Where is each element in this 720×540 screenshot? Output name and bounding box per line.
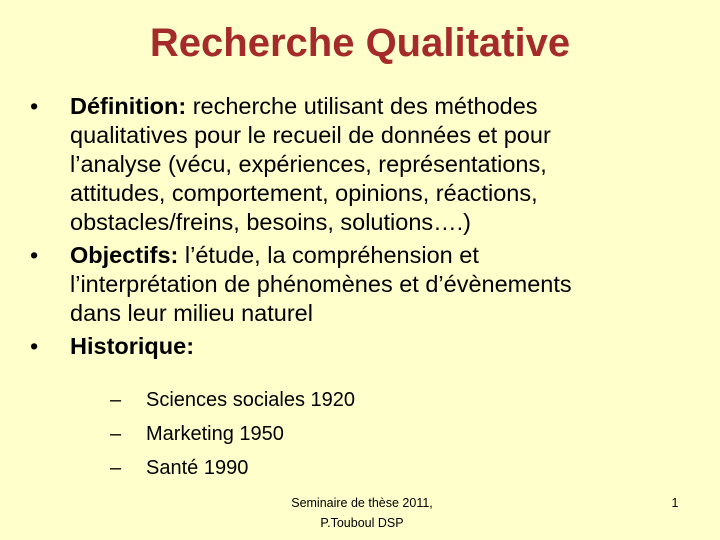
bullet-text: l’étude, la compréhension et xyxy=(178,242,479,268)
bullet-text: dans leur milieu naturel xyxy=(70,300,313,326)
slide-footer xyxy=(262,493,462,533)
bullet-text: obstacles/freins, besoins, solutions….) xyxy=(70,209,471,235)
bullet-marker: • xyxy=(30,93,39,119)
sub-item xyxy=(110,417,710,451)
bullet-text: l’analyse (vécu, expériences, représentations, xyxy=(70,151,547,177)
sub-item-text: Santé 1990 xyxy=(146,457,249,479)
bullet-label: Objectifs: xyxy=(70,242,179,268)
bullet-label: Historique: xyxy=(70,333,195,359)
sub-item-text: Marketing 1950 xyxy=(146,423,284,445)
dash-marker: – xyxy=(110,389,122,411)
footer-line1: Seminaire de thèse 2011, xyxy=(291,496,433,510)
bullet-marker: • xyxy=(30,242,39,268)
bullet-objectifs xyxy=(30,241,710,328)
footer-line2: P.Touboul DSP xyxy=(320,516,404,530)
bullet-list xyxy=(30,92,710,485)
bullet-text: l’interprétation de phénomènes et d’évènements xyxy=(70,271,572,297)
sub-item xyxy=(110,451,710,485)
bullet-marker: • xyxy=(30,333,39,359)
dash-marker: – xyxy=(110,423,122,445)
bullet-label: Définition: xyxy=(70,93,187,119)
bullet-historique xyxy=(30,332,710,485)
bullet-text: attitudes, comportement, opinions, réactions, xyxy=(70,180,538,206)
sub-item-text: Sciences sociales 1920 xyxy=(146,389,356,411)
slide-title: Recherche Qualitative xyxy=(149,21,571,65)
bullet-text: recherche utilisant des méthodes xyxy=(186,93,538,119)
sub-item xyxy=(110,383,710,417)
bullet-text: qualitatives pour le recueil de données et pour xyxy=(70,122,551,148)
bullet-definition xyxy=(30,92,710,237)
page-number: 1 xyxy=(671,496,679,510)
sub-list xyxy=(110,383,710,485)
dash-marker: – xyxy=(110,457,122,479)
